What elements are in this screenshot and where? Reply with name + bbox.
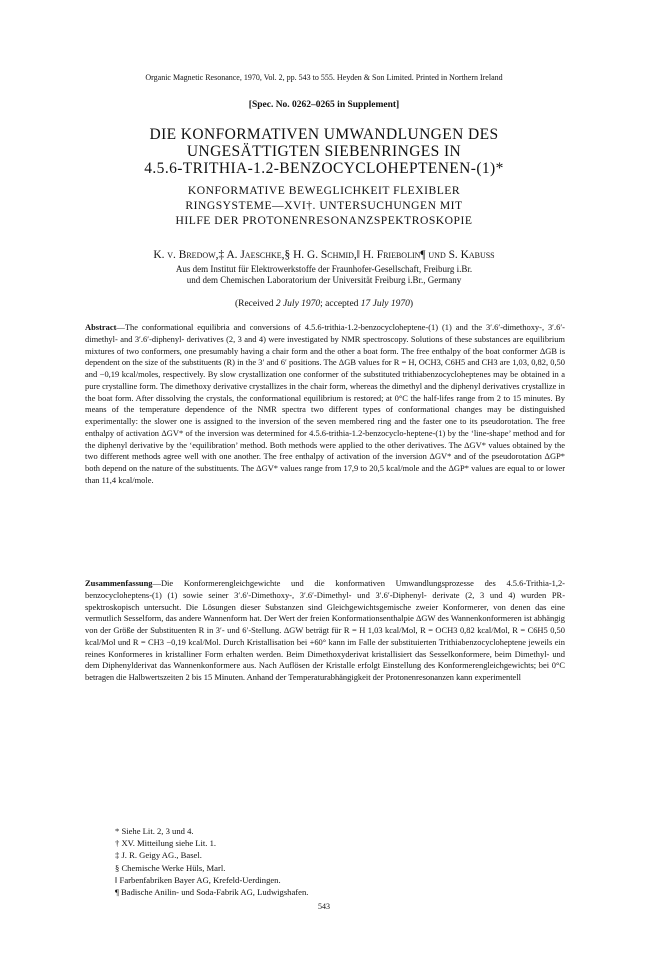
received-close: ) [409,299,414,309]
footnote: * Siehe Lit. 2, 3 und 4. [115,826,194,836]
journal-citation-line: Organic Magnetic Resonance, 1970, Vol. 2, pp. 543 to 555. Heyden & Son Limited. Printed in Northern Ireland [145,73,503,82]
received-dates [60,299,588,309]
author-list: K. v. Bredow,‡ A. Jaeschke,§ H. G. Schmid,‖ H. Friebolin¶ und S. Kabuß [153,249,495,261]
spec-number-line: [Spec. No. 0262–0265 in Supplement] [248,100,400,110]
accepted-date: 17 July 1970 [360,299,410,309]
zusammenfassung-heading: Zusammenfassung [85,578,153,588]
title-line-1: DIE KONFORMATIVEN UMWANDLUNGEN DES [149,126,499,143]
subtitle-line-1: KONFORMATIVE BEWEGLICHKEIT FLEXIBLER [187,184,461,197]
footnote: ‖ Farbenfabriken Bayer AG, Krefeld-Uerdingen. [115,874,281,885]
received-open: (Received [234,299,274,309]
footnote: ‡ J. R. Geigy AG., Basel. [115,850,202,861]
abstract [85,322,565,487]
footnote: † XV. Mitteilung siehe Lit. 1. [115,838,217,849]
page-number: 543 [318,902,330,911]
subtitle-line-3: HILFE DER PROTONENRESONANZSPEKTROSKOPIE [175,213,473,227]
title-line-3: 4.5.6-TRITHIA-1.2-BENZOCYCLOHEPTENEN-(1)* [144,160,504,177]
abstract-heading: Abstract [85,322,117,332]
footnote: § Chemische Werke Hüls, Marl. [115,862,226,873]
footnotes [115,825,555,898]
subtitle-line-2: RINGSYSTEME—XVI†. UNTERSUCHUNGEN MIT [185,198,463,212]
title-line-2: UNGESÄTTIGTEN SIEBENRINGES IN [186,143,462,160]
paper-subtitle [60,184,588,228]
zusammenfassung [85,578,565,684]
received-mid: ; accepted [320,299,359,309]
affiliation-line-1: Aus dem Institut für Elektrowerkstoffe der Fraunhofer-Gesellschaft, Freiburg i.Br. [175,264,473,274]
received-date: 2 July 1970 [275,299,321,309]
abstract-text: —The conformational equilibria and conversions of 4.5.6-trithia-1.2-benzocycloheptene-(1) (1) and the 3′.6′-dimethoxy-, 3′.6′-dimethyl- and 3′.6′-diphenyl- derivatives (2, 3 and 4) were investigated by NMR spectroscopy. Solutions of these substances are equilibrium mixtures of two conformers, one presumably having a chair form and the other a boat form. The free enthalpy of the boat conformer ΔGB is dependent on the size of the substituents (R) in the 3′ and 6′ positions. The ΔGB values for R = H, OCH3, C6H5 and CH3 are 1,03, 0,82, 0,50 and −0,19 kcal/moles, respectively. By slow crystallization one conformer of the substituted trithiabenzocycloheptenes may be obtained in a pure crystalline form. The dimethoxy derivative crystallizes in the chair form, whereas the dimethyl and the diphenyl derivatives crystallize in the boat form. After dissolving the crystals, the conformational equilibrium is restored; at 0°C the half-lifes range from 2 to 15 minutes. By means of the temperature dependence of the NMR spectra two different types of conformational changes may be distinguished experimentally: the slower one is assigned to the inversion of the seven membered ring and the faster one to its pseudorotation. The free enthalpy of activation ΔGV* of the inversion was determined for 4.5.6-trithia-1.2-benzocyclo-heptene-(1) by the ‘line-shape’ method and for the diphenyl derivative by the ‘equilibration’ method. Both methods were applied to the other derivatives. The ΔGV* values obtained by the two different methods agree well with one another. The free enthalpy of activation of the inversion ΔGV* and of the pseudorotation ΔGP* both depend on the nature of the substituents. The ΔGV* values range from 17,9 to 20,5 kcal/mole and the ΔGP* values are equal to or lower than 11,4 kcal/mole. [85,322,565,485]
paper-title [60,126,588,177]
footnote: ¶ Badische Anilin- und Soda-Fabrik AG, Ludwigshafen. [115,887,309,898]
zusammenfassung-text: —Die Konformerengleichgewichte und die konformativen Umwandlungsprozesse des 4.5.6-Trithia-1,2-benzocycloheptens-(1) (1) sowie seiner 3′.6′-Dimethoxy-, 3′.6′-Dimethyl- und 3′.6′-Diphenyl- derivate (2, 3 und 4) wurden PR-spektroskopisch untersucht. Die Lösungen dieser Substanzen sind Gleichgewichtsgemische zweier Konformerer, von denen das eine vermutlich Sesselform, das andere Wannenform hat. Der Wert der freien Konformationsenthalpie ΔGW des Wannenkonformeren ist abhängig von der Größe der Substituenten R in 3′- und 6′-Stellung. ΔGW beträgt für R = H 1,03 kcal/Mol, R = OCH3 0,82 kcal/Mol, R = C6H5 0,50 kcal/Mol und R = CH3 −0,19 kcal/Mol. Durch Kristallisation bei +60° kann im Falle der substituierten Trithiabenzocycloheptene jeweils ein reines Konformeres in kristalliner Form erhalten werden. Beim Dimethoxyderivat kristallisiert das Sesselkonformere, beim Dimethyl- und dem Diphenylderivat das Wannenkonformere aus. Nach Auflösen der Kristalle erfolgt Einstellung des Konformerengleichgewichts; bei 0°C betragen die Halbwertszeiten 2 bis 15 Minuten. Anhand der Temperaturabhängigkeit der Protonenresonanzen kann experimentell [85,578,565,682]
affiliation-line-2: und dem Chemischen Laboratorium der Universität Freiburg i.Br., Germany [186,275,462,286]
affiliation [60,264,588,287]
